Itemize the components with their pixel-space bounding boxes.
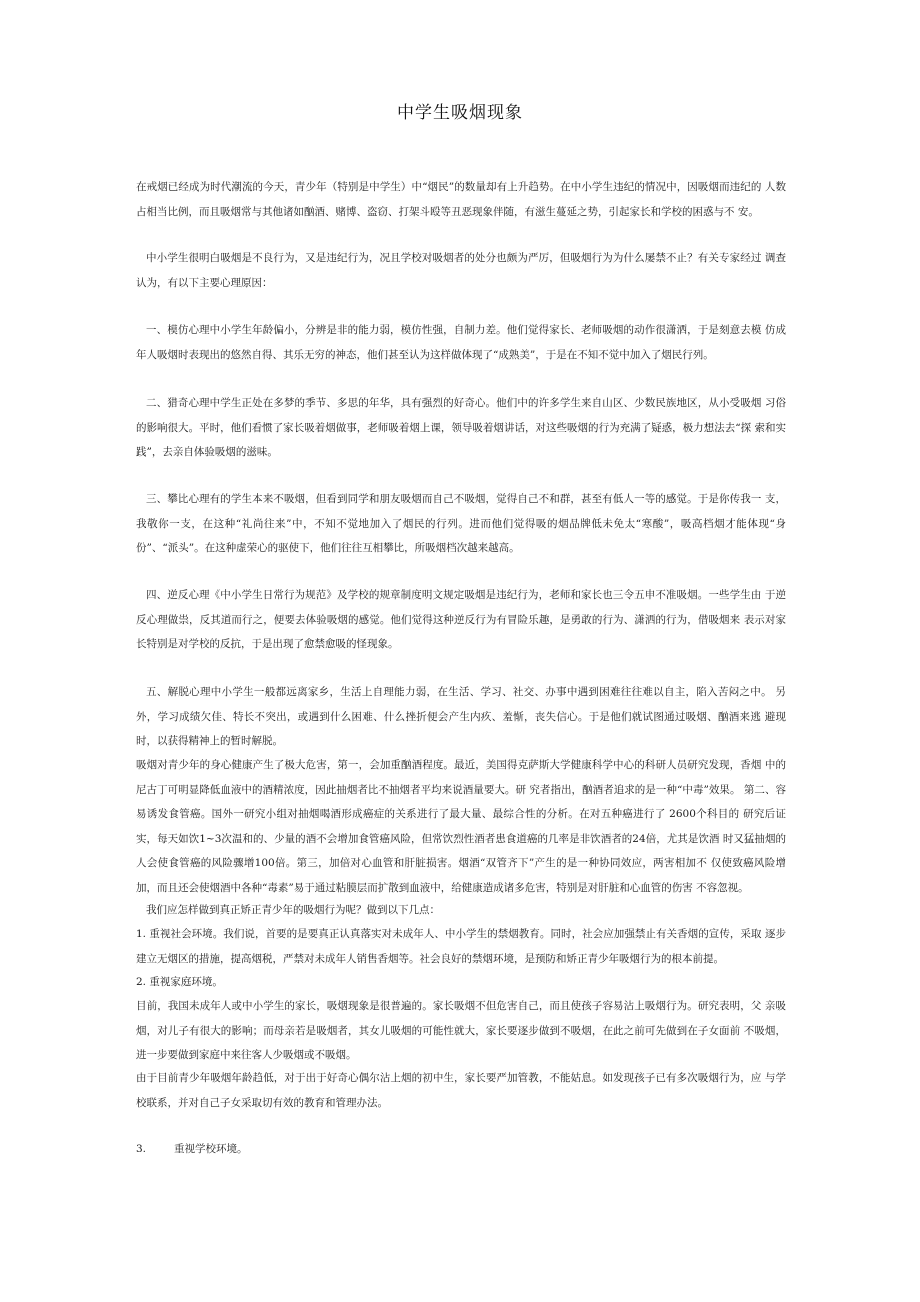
document-title: 中学生吸烟现象 (397, 103, 523, 123)
list-item-label: 重视学校环境。 (174, 1143, 248, 1155)
paragraph-solution-1: 1. 重视社会环境。我们说，首要的是要真正认真落实对未成年人、中小学生的禁烟教育。同时，社会应加强禁止有关香烟的宣传，采取 逐步建立无烟区的措施，提高烟税，严禁对未成年人销售香烟等。社会良好的禁烟环境，是预防和矫正青少年吸烟行为的根本前提。 (136, 928, 786, 965)
paragraph-harms: 吸烟对青少年的身心健康产生了极大危害，第一，会加重酗酒程度。最近，美国得克萨斯大学健康科学中心的科研人员研究发现，香烟 中的尼古丁可明显降低血液中的酒精浓度，因此抽烟者比不抽烟者平均来说酒量要大。研 究者指出，酗酒者追求的是一种“中毒”效果。 第二、容易诱发食管癌。国外一研究小组对抽烟喝酒形成癌症的关系进行了最大量、最综合性的分析。在对五种癌进行了 2600个科目的 研究后证实，每天如饮1~3次温和的、少量的酒不会增加食管癌风险，但常饮烈性酒者患食道癌的几率是非饮酒者的24倍，尤其是饮酒 时又猛抽烟的人会使食管癌的风险骤增100倍。第三，加倍对心血管和肝脏损害。烟酒“双管齐下”产生的是一种协同效应，两害相加不 仅使致癌风险增加，而且还会使烟酒中各种“毒素”易于通过粘膜层而扩散到血液中，给健康造成诸多危害，特别是对肝脏和心血管的伤害 不容忽视。 (136, 759, 786, 894)
paragraph-solutions-intro: 我们应怎样做到真正矫正青少年的吸烟行为呢？做到以下几点： (146, 904, 440, 916)
list-item-school-environment (136, 1138, 248, 1160)
paragraph-family-discipline: 由于目前青少年吸烟年龄趋低，对于出于好奇心偶尔沾上烟的初中生，家长要严加管教，不能姑息。如发现孩子已有多次吸烟行为，应 与学校联系，并对自己子女采取切有效的教育和管理办法。 (136, 1072, 786, 1109)
paragraph-solution-2-heading: 2. 重视家庭环境。 (136, 976, 223, 988)
paragraph-intro: 在戒烟已经成为时代潮流的今天，青少年（特别是中学生）中“烟民”的数量却有上升趋势。在中小学生违纪的情况中，因吸烟而违纪的 人数占相当比例，而且吸烟常与其他诸如酗酒、赌博、盗窃、打架斗殴等丑恶现象伴随，有滋生蔓延之势，引起家长和学校的困惑与不 安。 (136, 181, 786, 218)
paragraph-reason-3: 三、攀比心理有的学生本来不吸烟，但看到同学和朋友吸烟而自己不吸烟，觉得自己不和群，甚至有低人一等的感觉。于是你传我一 支，我敬你一支，在这种“礼尚往来”中，不知不觉地加入了烟民的行列。进而他们觉得吸的烟品牌低未免太“寒酸”，吸高档烟才能体现“身 份”、“派头”。在这种虚荣心的驱使下，他们往往互相攀比，所吸烟档次越来越高。 (136, 493, 786, 554)
paragraph-reason-5: 五、解脱心理中小学生一般都远离家乡，生活上自理能力弱，在生活、学习、社交、办事中遇到困难往往难以自主，陷入苦闷之中。 另外，学习成绩欠佳、特长不突出，或遇到什么困难、什么挫折便会产生内疚、羞惭，丧失信心。于是他们就试图通过吸烟、酗酒来逃 避现时，以获得精神上的暂时解脱。 (136, 686, 786, 747)
paragraph-reason-2: 二、猎奇心理中学生正处在多梦的季节、多思的年华，具有强烈的好奇心。他们中的许多学生来自山区、少数民族地区，从小受吸烟 习俗的影响很大。平时，他们看惯了家长吸着烟做事，老师吸着烟上课，领导吸着烟讲话，对这些吸烟的行为充满了疑惑，极力想法去“探 索和实践”，去亲自体验吸烟的滋味。 (136, 397, 786, 458)
paragraph-reasons-intro: 中小学生很明白吸烟是不良行为，又是违纪行为，况且学校对吸烟者的处分也颇为严厉，但吸烟行为为什么屡禁不止？有关专家经过 调查认为，有以下主要心理原因： (136, 252, 786, 289)
list-item-number: 3. (136, 1143, 147, 1155)
paragraph-reason-4: 四、逆反心理《中小学生日常行为规范》及学校的规章制度明文规定吸烟是违纪行为，老师和家长也三令五申不准吸烟。一些学生由 于逆反心理做祟，反其道而行之，便要去体验吸烟的感觉。他们觉得这种逆反行为有冒险乐趣，是勇敢的行为、潇洒的行为，借吸烟来 表示对家长特别是对学校的反抗，于是出现了愈禁愈吸的怪现象。 (136, 589, 786, 650)
paragraph-reason-1: 一、模仿心理中小学生年龄偏小，分辨是非的能力弱，模仿性强，自制力差。他们觉得家长、老师吸烟的动作很潇洒，于是刻意去模 仿成年人吸烟时表现出的悠然自得、其乐无穷的神态，他们甚至认为这样做体现了“成熟美”，于是在不知不觉中加入了烟民行列。 (136, 324, 786, 361)
paragraph-family-environment: 目前，我国未成年人或中小学生的家长，吸烟现象是很普遍的。家长吸烟不但危害自己，而且使孩子容易沾上吸烟行为。研究表明，父 亲吸烟，对儿子有很大的影响；而母亲若是吸烟者，其女儿吸烟的可能性就大，家长要逐步做到不吸烟，在此之前可先做到在子女面前 不吸烟，进一步要做到家庭中来往客人少吸烟或不吸烟。 (136, 1000, 786, 1061)
